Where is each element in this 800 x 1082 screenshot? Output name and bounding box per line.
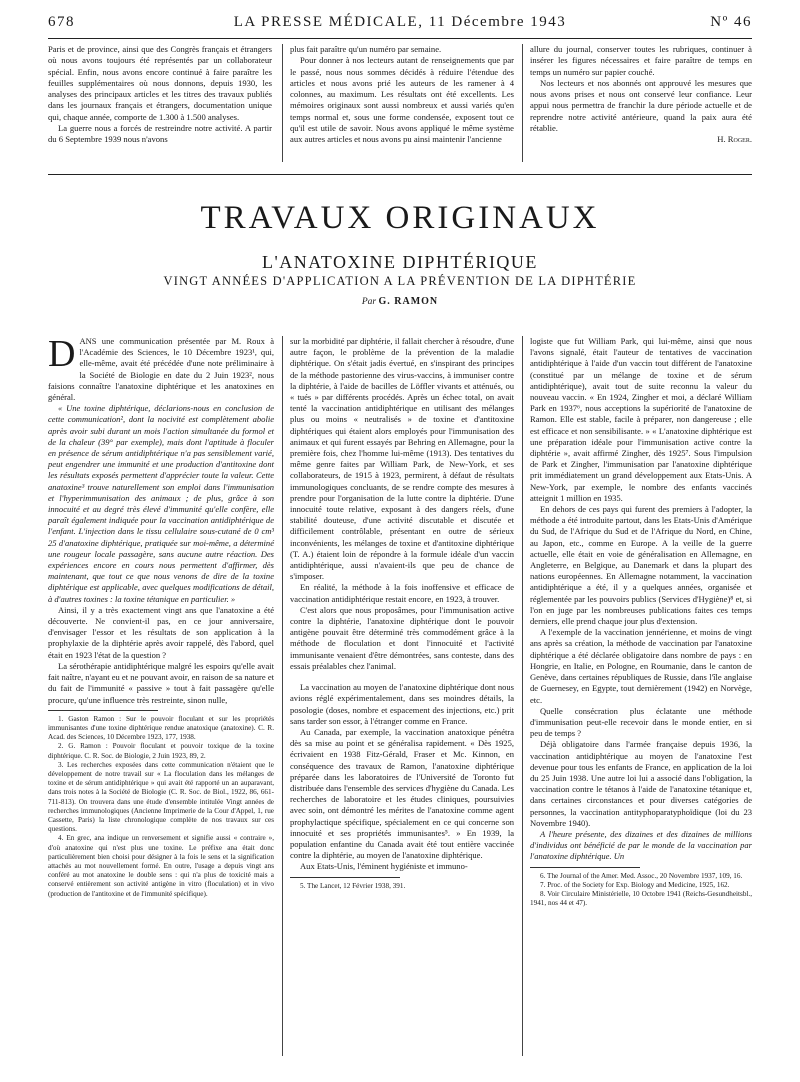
article-paragraph: Déjà obligatoire dans l'armée française depuis 1936, la vaccination antidiphtérique au moyen de l'anatoxine l'est devenue pour tous les enfants de France, en application de la loi du 25 Juin 1938. Une autre loi lui a associé dans l'obligation, la vaccination contre le tétanos à l'aide de l'anatoxine tétanique et, dans certaines circonstances et pour diverses catégories de personnes, la vaccination antityphoparatyphoïdique (loi du 23 Novembre 1940). (530, 739, 752, 828)
article-paragraph: A l'heure présente, des dizaines et des dizaines de millions d'individus ont bénéficié de par le monde de la vaccination par l'anatoxine diphtérique. Un (530, 828, 752, 862)
article-paragraph: C'est alors que nous proposâmes, pour l'immunisation active contre la diphtérie, l'anatoxine diphtérique dont le pouvoir antigène pouvait être déterminé très commodément grâce à la méthode de floculation et dont l'innocuité et l'activité immunisante venaient d'être démontrées, sans conteste, dans des essais préalables chez l'animal. (290, 604, 514, 671)
notice-column-3 (530, 44, 752, 146)
notice-column-2 (290, 44, 514, 146)
column-divider (522, 336, 523, 1056)
article-paragraph: Aux Etats-Unis, l'éminent hygiéniste et immuno- (300, 861, 468, 872)
notice-paragraph: plus fait paraître qu'un numéro par semaine. (290, 44, 442, 54)
article-title: L'ANATOXINE DIPHTÉRIQUE (262, 252, 538, 272)
footnote: 3. Les recherches exposées dans cette communication n'étaient que le développement de notre travail sur « La floculation dans les mélanges de toxine et de sérum antidiphtérique » qui avait été rapporté un an auparavant, dans trois notes à la Société de Biologie (C. R. Soc. de Biol., 1922, 86, 661-711-813). On trouvera dans une étude d'ensemble intitulée Vingt années de recherches immunologiques (Ancienne Imprimerie de la Cour d'Appel, 1, rue Cassette, Paris) la liste chronologique complète de nos travaux sur ces questions. (48, 760, 274, 834)
article-paragraph: DANS une communication présentée par M. Roux à l'Académie des Sciences, le 10 Décembre 1923¹, qui, elle-même, avait été précédée d'une note préliminaire à la Société de Biologie en date du 2 Juin 1923², nous faisions connaître l'anatoxine diphtérique et les anatoxines en général. (48, 333, 274, 403)
article-paragraph: Quelle consécration plus éclatante une méthode d'immunisation peut-elle recevoir dans le monde entier, en si peu de temps ? (530, 705, 752, 739)
footnote: 8. Voir Circulaire Ministérielle, 10 Octobre 1941 (Reichs-Gesundheitsbl., 1941, nos 44 et 47). (530, 889, 752, 908)
notice-paragraph: allure du journal, conserver toutes les rubriques, continuer à insérer les figures nécessaires et faire paraître de temps en temps un numéro sur papier couché. (530, 44, 752, 77)
article-paragraph: Ainsi, il y a très exactement vingt ans que l'anatoxine a été découverte. Ne convient-il pas, en ce jour anniversaire, d'envisager l'essor et les résultats de son application à la prophylaxie de la diphtérie après avoir rappelé, dès l'abord, quel était en 1923 l'état de la question ? (48, 604, 274, 660)
issue-date: 11 Décembre 1943 (428, 14, 567, 30)
drop-cap: D (48, 333, 76, 375)
byline-prefix: Par (361, 297, 377, 307)
issue-number: Nº 46 (710, 14, 752, 30)
footnote: 6. The Journal of the Amer. Med. Assoc., 20 Novembre 1937, 109, 16. (540, 871, 743, 880)
notice-paragraph: La guerre nous a forcés de restreindre notre activité. A partir du 6 Septembre 1939 nous n'avons (48, 123, 272, 145)
notice-column-1 (48, 44, 272, 146)
article-subtitle: VINGT ANNÉES D'APPLICATION A LA PRÉVENTION DE LA DIPHTÉRIE (163, 274, 637, 288)
footnote: 5. The Lancet, 12 Février 1938, 391. (300, 881, 406, 890)
column-divider (282, 44, 283, 162)
column-divider (522, 44, 523, 162)
article-paragraph: La sérothérapie antidiphtérique malgré les espoirs qu'elle avait fait naître, n'ayant eu et ne pouvant avoir, en raison de sa nature et du fait de l'immunité « passive » tout à fait passagère qu'elle procure, qu'une influence très restreinte, sinon nulle, (48, 660, 274, 705)
article-paragraph: logiste que fut William Park, qui lui-même, ainsi que nous l'avons signalé, était l'auteur de tentatives de vaccination antidiphtérique à l'aide d'un vaccin tout différent de l'anatoxine (constitué par un mélange de toxine et de sérum antidiphtérique), avait tout de suite reconnu la valeur du nouveau vaccin. « En 1924, Zingher et moi, a déclaré William Park en 1937⁶, nous acceptions la supériorité de l'anatoxine de Ramon. Elle est stable, facile à préparer, non dangereuse ; elle est efficace et non sensibilisante. » « L'anatoxine diphtérique est une préparation idéale pour l'immunisation active contre la diphtérie », avait affirmé Zingher, dès 1925⁷. Sous l'impulsion de Park et Zingher, l'immunisation par l'anatoxine diphtérique prit immédiatement un grand développement aux Etats-Unis. A New-York, par exemple, le nombre des enfants vaccinés atteignit 1 million en 1935. (530, 336, 752, 503)
footnote: 1. Gaston Ramon : Sur le pouvoir floculant et sur les propriétés immunisantes d'une toxine diphtérique rendue anatoxique (anatoxine). C. R. Acad. des Sciences, 10 Décembre 1923, 177, 1938. (48, 714, 274, 742)
footnote-rule (290, 877, 400, 878)
notice-paragraph: Pour donner à nos lecteurs autant de renseignements que par le passé, nous nous sommes décidés à réduire l'étendue des articles et nous avons prié les auteurs de les ramener à 4 colonnes, au maximum. Les résultats ont été excellents. Les mémoires originaux sont aussi nombreux et aussi variés qu'en temps normal et, sous une forme condensée, exposent tout ce qu'il est utile de savoir. Nous avons appliqué le même système aux autres articles et nous avons pu ainsi maintenir l'ancienne (290, 55, 514, 145)
article-paragraph: sur la morbidité par diphtérie, il fallait chercher à résoudre, d'une autre façon, le problème de la prévention de la maladie diphtérique. On s'était jadis évertué, en s'inspirant des principes de la méthode pastorienne des virus-vaccins, à immuniser contre la diphtérie, à l'aide de bacilles de Löffler vivants et atténués, ou « tués » par différents procédés. Après un échec total, on avait tenté la vaccination antidiphtérique en utilisant des mélanges plus ou moins « neutralisés » de toxine et d'antitoxine diphtériques qui étaient alors employés pour l'immunisation des animaux et qui furent essayés par Behring en Allemagne, pour la première fois, chez l'homme lui-même (1913). Des tentatives du même genre faites par William Park, de New-York, et ses collaborateurs, de 1915 à 1923, permirent, à défaut de résultats immunologiques concluants, de se rendre compte des mesures à prendre pour l'organisation de la lutte contre la diphtérie. D'une innocuité toute relative, exposant à des dangers réels, d'une stabilité douteuse, d'une activité discutable et discutée et difficilement contrôlable, présentant en outre de sérieux inconvénients, les mélanges de toxine et d'antitoxine diphtérique (T. A.) étaient loin de répondre à la formule idéale d'un vaccin antidiphtérique, aussi n'avaient-ils que peu de chance de s'imposer. (290, 336, 514, 582)
article-paragraph: En réalité, la méthode à la fois inoffensive et efficace de vaccination antidiphtérique restait encore, en 1923, à trouver. (290, 582, 514, 604)
section-title: TRAVAUX ORIGINAUX (200, 200, 600, 236)
notice-paragraph: Nos lecteurs et nos abonnés ont approuvé les mesures que nous avons prises et nous ont conservé leur confiance. Leur appui nous permettra de franchir la dure période actuelle et de reprendre notre activité antérieure, quand la paix aura été rétablie. (530, 77, 752, 134)
section-rule (48, 174, 752, 175)
article-column-3 (530, 336, 752, 908)
column-divider (282, 336, 283, 1056)
article-paragraph: La vaccination au moyen de l'anatoxine diphtérique dont nous avions réglé expérimentalement, dans ses moindres détails, la posologie (doses, nombre et espacement des injections, etc.) prit sans tarder son essor, à l'étranger comme en France. (290, 682, 514, 726)
footnote-rule (530, 867, 640, 868)
footnote: 4. En grec, ana indique un renversement et signifie aussi « contraire », d'où anatoxine qui n'est plus une toxine. Le préfixe ana était donc particulièrement bien choisi pour désigner à la fois le sens et la signification attachés au mot nouvellement formé. En outre, l'usage a depuis vingt ans conféré au mot anatoxine le double sens : qui n'a plus de toxicité mais a conservé entièrement son activité antigène in vitro (floculation) et in vivo (production de l'antitoxine et de l'immunité spécifique). (48, 834, 274, 898)
running-header (48, 14, 752, 36)
notice-paragraph: Paris et de province, ainsi que des Congrès français et étrangers où nous avons toujours été représentés par un collaborateur spécial. Enfin, nous avons encore continué à faire paraître les feuilles supplémentaires où nous donnons, depuis 1930, les analyses des principaux articles et les titres des travaux publiés dans les journaux français et étrangers, documentation unique qui, chaque année, comporte de 1.300 à 1.500 analyses. (48, 44, 272, 122)
byline (0, 296, 800, 307)
footnotes (530, 872, 752, 909)
article-paragraph: Au Canada, par exemple, la vaccination anatoxique pénétra dès sa mise au point et se généralisa rapidement. « Dès 1925, écrivaient en 1938 Fitz-Gérald, Fraser et Mc. Kinnon, en conséquence des travaux de Ramon, l'anatoxine diphtérique préparée dans les laboratoires de l'Université de Toronto fut distribuée dans l'ensemble des services d'hygiène du Canada. Les recherches de laboratoire et les études cliniques, poursuivies avec soin, ont démontré les mérites de l'anatoxine comme agent prophylactique spécifique, spécialement en ce qui concerne son innocuité et ses propriétés immunisantes⁵. » En 1939, la population enfantine du Canada avait été tout entière vaccinée contre la diphtérie, au moyen de l'anatoxine diphtérique. (290, 726, 514, 861)
article-column-1 (48, 333, 274, 899)
footnote-rule (48, 710, 158, 711)
article-paragraph: En dehors de ces pays qui furent des premiers à l'adopter, la méthode a été introduite partout, dans les Etats-Unis d'Amérique du Sud, de l'Afrique du Sud et de l'Afrique du Nord, en Chine, au Japon, etc., comme en Europe. A la veille de la guerre actuelle, elle était en voie de généralisation en Allemagne, en Angleterre, en Belgique, au Danemark et dans la plupart des nations européennes. En Allemagne notamment, la vaccination antidiphtérique a été, il y a quelques années, organisée et réglementée par les pouvoirs publics (Services d'Hygiène)⁸ et, si l'on en juge par les nombreuses publications faites ces temps derniers, elle prend chaque jour plus d'extension. (530, 504, 752, 627)
journal-name: LA PRESSE MÉDICALE, (233, 14, 424, 30)
article-paragraph: A l'exemple de la vaccination jennérienne, et moins de vingt ans après sa création, la méthode de vaccination par l'anatoxine diphtérique a été déclarée obligatoire dans nombre de pays : en Hongrie, en Italie, en Pologne, en Roumanie, dans le canton de Genève, dans certaines républiques de Russie, dans l'île anglaise de Guernesey, en Egypte, tout dernièrement (1942) en Norvège, etc. (530, 627, 752, 705)
header-rule (48, 38, 752, 39)
footnote: 2. G. Ramon : Pouvoir floculant et pouvoir toxique de la toxine diphtérique. C. R. Soc. de Biologie, 2 Juin 1923, 89, 2. (48, 742, 274, 760)
notice-signature: H. Roger. (717, 134, 752, 145)
article-paragraph: « Une toxine diphtérique, déclarions-nous en conclusion de cette communication², dont la nocivité est complètement abolie après avoir subi durant un mois l'action simultanée du formol et de la chaleur (39° par exemple), mais dont l'aptitude à floculer en présence de sérum antidiphtérique n'a pas sensiblement varié, peut engendrer une immunité et une production d'antitoxine dont les résultats exposés permettent d'apprécier toute la valeur. Cette anatoxine³ trouve naturellement son emploi dans l'immunisation et l'hyperimmunisation des animaux ; de plus, grâce à son innocuité et au degré très élevé d'immunité qu'elle confère, elle paraît également indiquée pour la vaccination antidiphtérique de l'enfant. L'injection dans le tissu cellulaire sous-cutané de 0 cm³ 25 d'anatoxine diphtérique, pratiquée sur moi-même, a déterminé une rougeur locale passagère, sans aucune autre réaction. Des expériences encore en cours nous permettent d'affirmer, dès maintenant, que tout ce que nous venons de dire de la toxine diphtérique est applicable, avec quelques modifications de détail, à d'autres toxines : la toxine tétanique en particulier. » (48, 403, 274, 604)
author-name: G. RAMON (378, 296, 439, 307)
footnote: 7. Proc. of the Society for Exp. Biology and Medicine, 1925, 162. (540, 880, 730, 889)
footnotes (290, 882, 514, 891)
page-number: 678 (48, 14, 75, 30)
article-column-2 (290, 336, 514, 891)
footnotes (48, 715, 274, 899)
